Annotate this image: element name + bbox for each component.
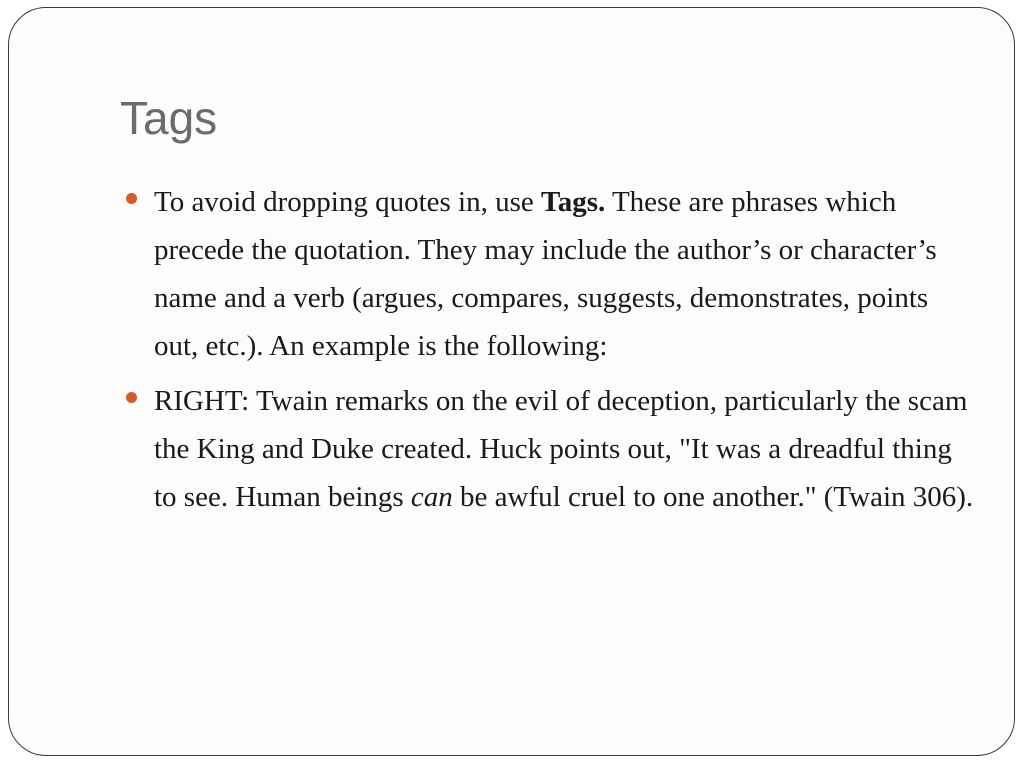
bullet-dot-icon (126, 193, 137, 204)
slide-title: Tags (120, 92, 218, 144)
bullet-item-tags (126, 178, 976, 370)
bullet-text-part: To avoid dropping quotes in, use (154, 186, 542, 218)
bullet-italic-term: can (410, 481, 453, 513)
bullet-dot-icon (126, 392, 137, 403)
bullet-text-part: be awful cruel to one another." (Twain 306). (452, 481, 974, 513)
bullet-bold-term: Tags. (541, 186, 606, 218)
slide-frame (8, 7, 1015, 756)
bullet-text-part: These are phrases which precede the quotation. They may include the author’s or character’s name and a verb (argues, compares, suggests, demonstrates, points out, etc.). An example is the following: (154, 186, 937, 362)
bullet-list (126, 178, 976, 528)
bullet-text-part: RIGHT: Twain remarks on the evil of deception, particularly the scam the King and Duke created. Huck points out, "It was a dreadful thing to see. Human beings (154, 385, 968, 513)
bullet-item-right-example (126, 377, 976, 521)
